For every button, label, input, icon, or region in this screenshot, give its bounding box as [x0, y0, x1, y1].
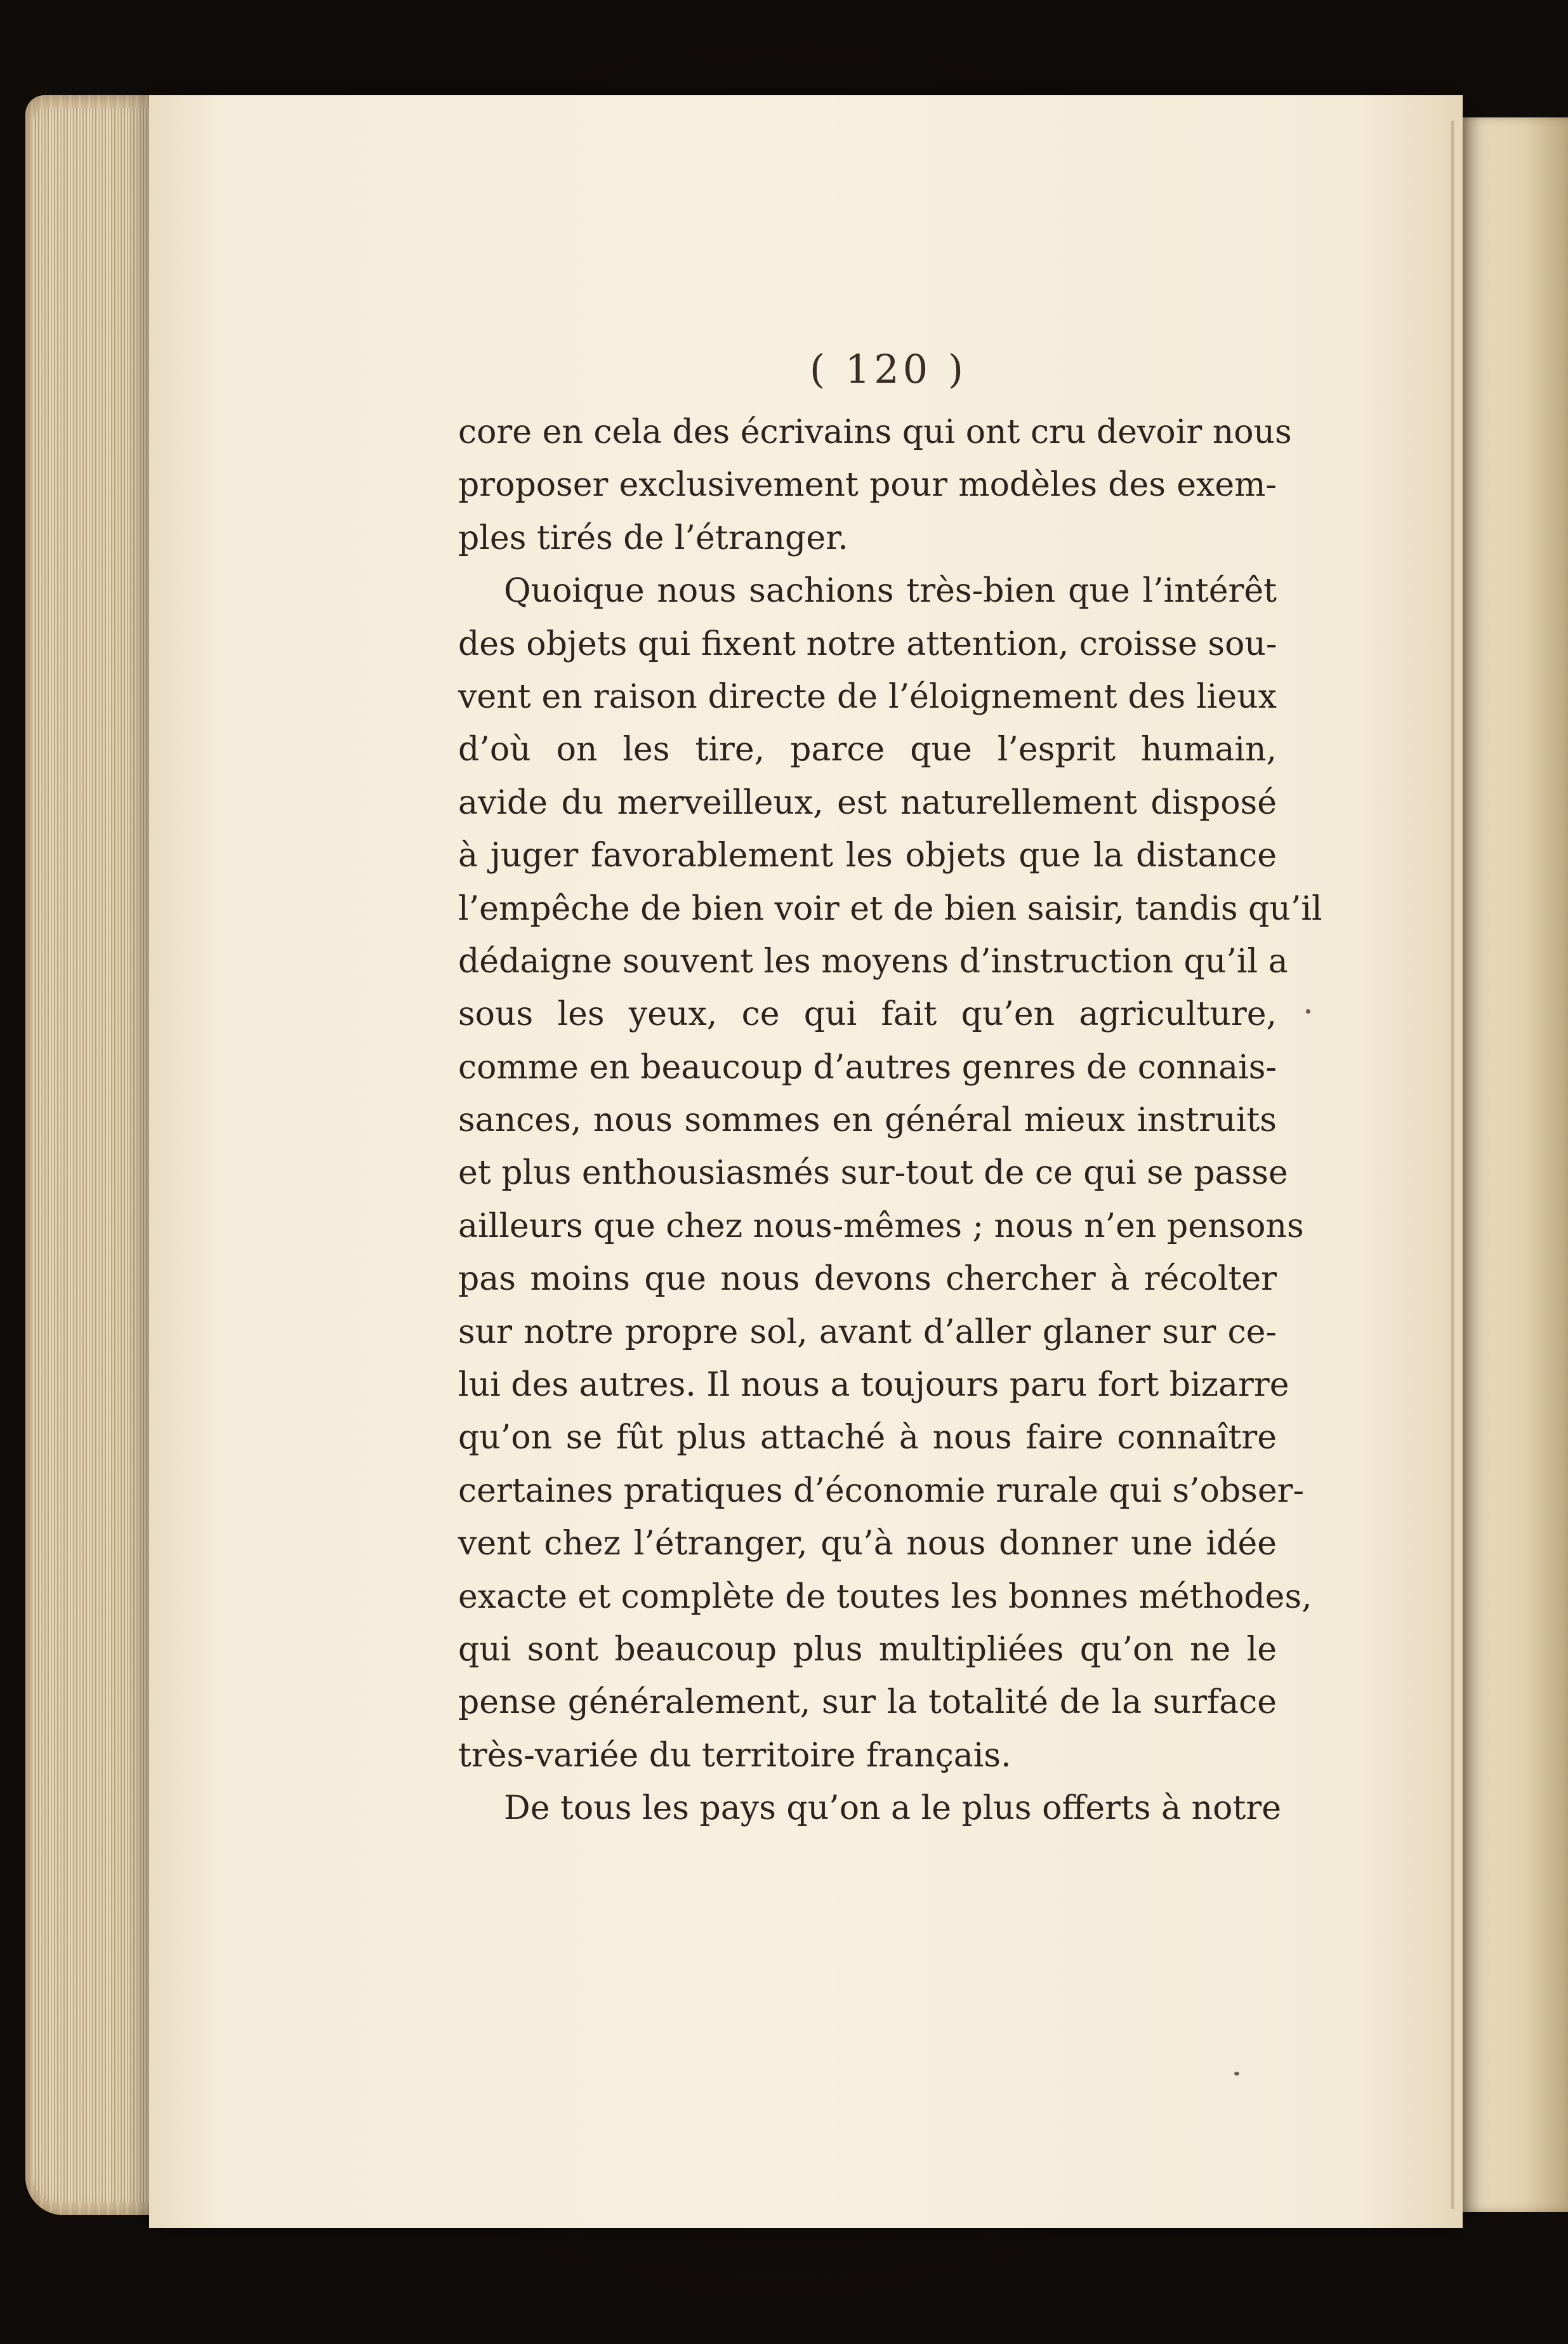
- text-line: pas moins que nous devons chercher à récolter: [458, 1260, 1277, 1299]
- text-line: certaines pratiques d’économie rurale qui s’obser-: [458, 1471, 1305, 1510]
- text-line: Quoique nous sachions très-bien que l’intérêt: [504, 572, 1277, 611]
- text-line: ailleurs que chez nous-mêmes ; nous n’en pensons: [458, 1207, 1304, 1245]
- text-line: De tous les pays qu’on a le plus offerts à notre: [504, 1789, 1281, 1828]
- text-line: pense généralement, sur la totalité de la surface: [458, 1683, 1277, 1722]
- text-line: core en cela des écrivains qui ont cru devoir nous: [458, 413, 1292, 451]
- text-line: d’où on les tire, parce que l’esprit humain,: [458, 731, 1277, 769]
- page-number: ( 120 ): [809, 346, 968, 392]
- text-line: vent en raison directe de l’éloignement des lieux: [458, 677, 1277, 716]
- text-line: sur notre propre sol, avant d’aller glaner sur ce-: [458, 1313, 1277, 1351]
- text-line: proposer exclusivement pour modèles des exem-: [458, 466, 1277, 505]
- text-line: exacte et complète de toutes les bonnes méthodes,: [458, 1577, 1312, 1616]
- text-line: ples tirés de l’étranger.: [458, 519, 848, 557]
- gutter-shadow: [1450, 121, 1455, 2209]
- text-line: lui des autres. Il nous a toujours paru fort bizarre: [458, 1366, 1289, 1405]
- text-line: très-variée du territoire français.: [458, 1736, 1011, 1775]
- text-line: avide du merveilleux, est naturellement disposé: [458, 783, 1277, 822]
- text-line: vent chez l’étranger, qu’à nous donner une idée: [458, 1525, 1277, 1563]
- text-line: qu’on se fût plus attaché à nous faire connaître: [458, 1419, 1277, 1457]
- text-line: sous les yeux, ce qui fait qu’en agriculture,: [458, 995, 1277, 1034]
- text-line: dédaigne souvent les moyens d’instruction qu’il a: [458, 942, 1288, 981]
- text-line: sances, nous sommes en général mieux instruits: [458, 1101, 1277, 1140]
- paper-speck: [1234, 2072, 1239, 2076]
- text-line: comme en beaucoup d’autres genres de connais-: [458, 1048, 1277, 1087]
- text-line: et plus enthousiasmés sur-tout de ce qui se passe: [458, 1154, 1288, 1193]
- text-line: qui sont beaucoup plus multipliées qu’on ne le: [458, 1630, 1277, 1669]
- text-line: l’empêche de bien voir et de bien saisir, tandis qu’il: [458, 889, 1322, 928]
- text-line: à juger favorablement les objets que la distance: [458, 837, 1277, 875]
- facing-page-edge: [1459, 117, 1568, 2212]
- paper-speck: [1306, 1009, 1310, 1014]
- text-line: des objets qui fixent notre attention, croisse sou-: [458, 625, 1277, 663]
- body-text: [458, 406, 1322, 1836]
